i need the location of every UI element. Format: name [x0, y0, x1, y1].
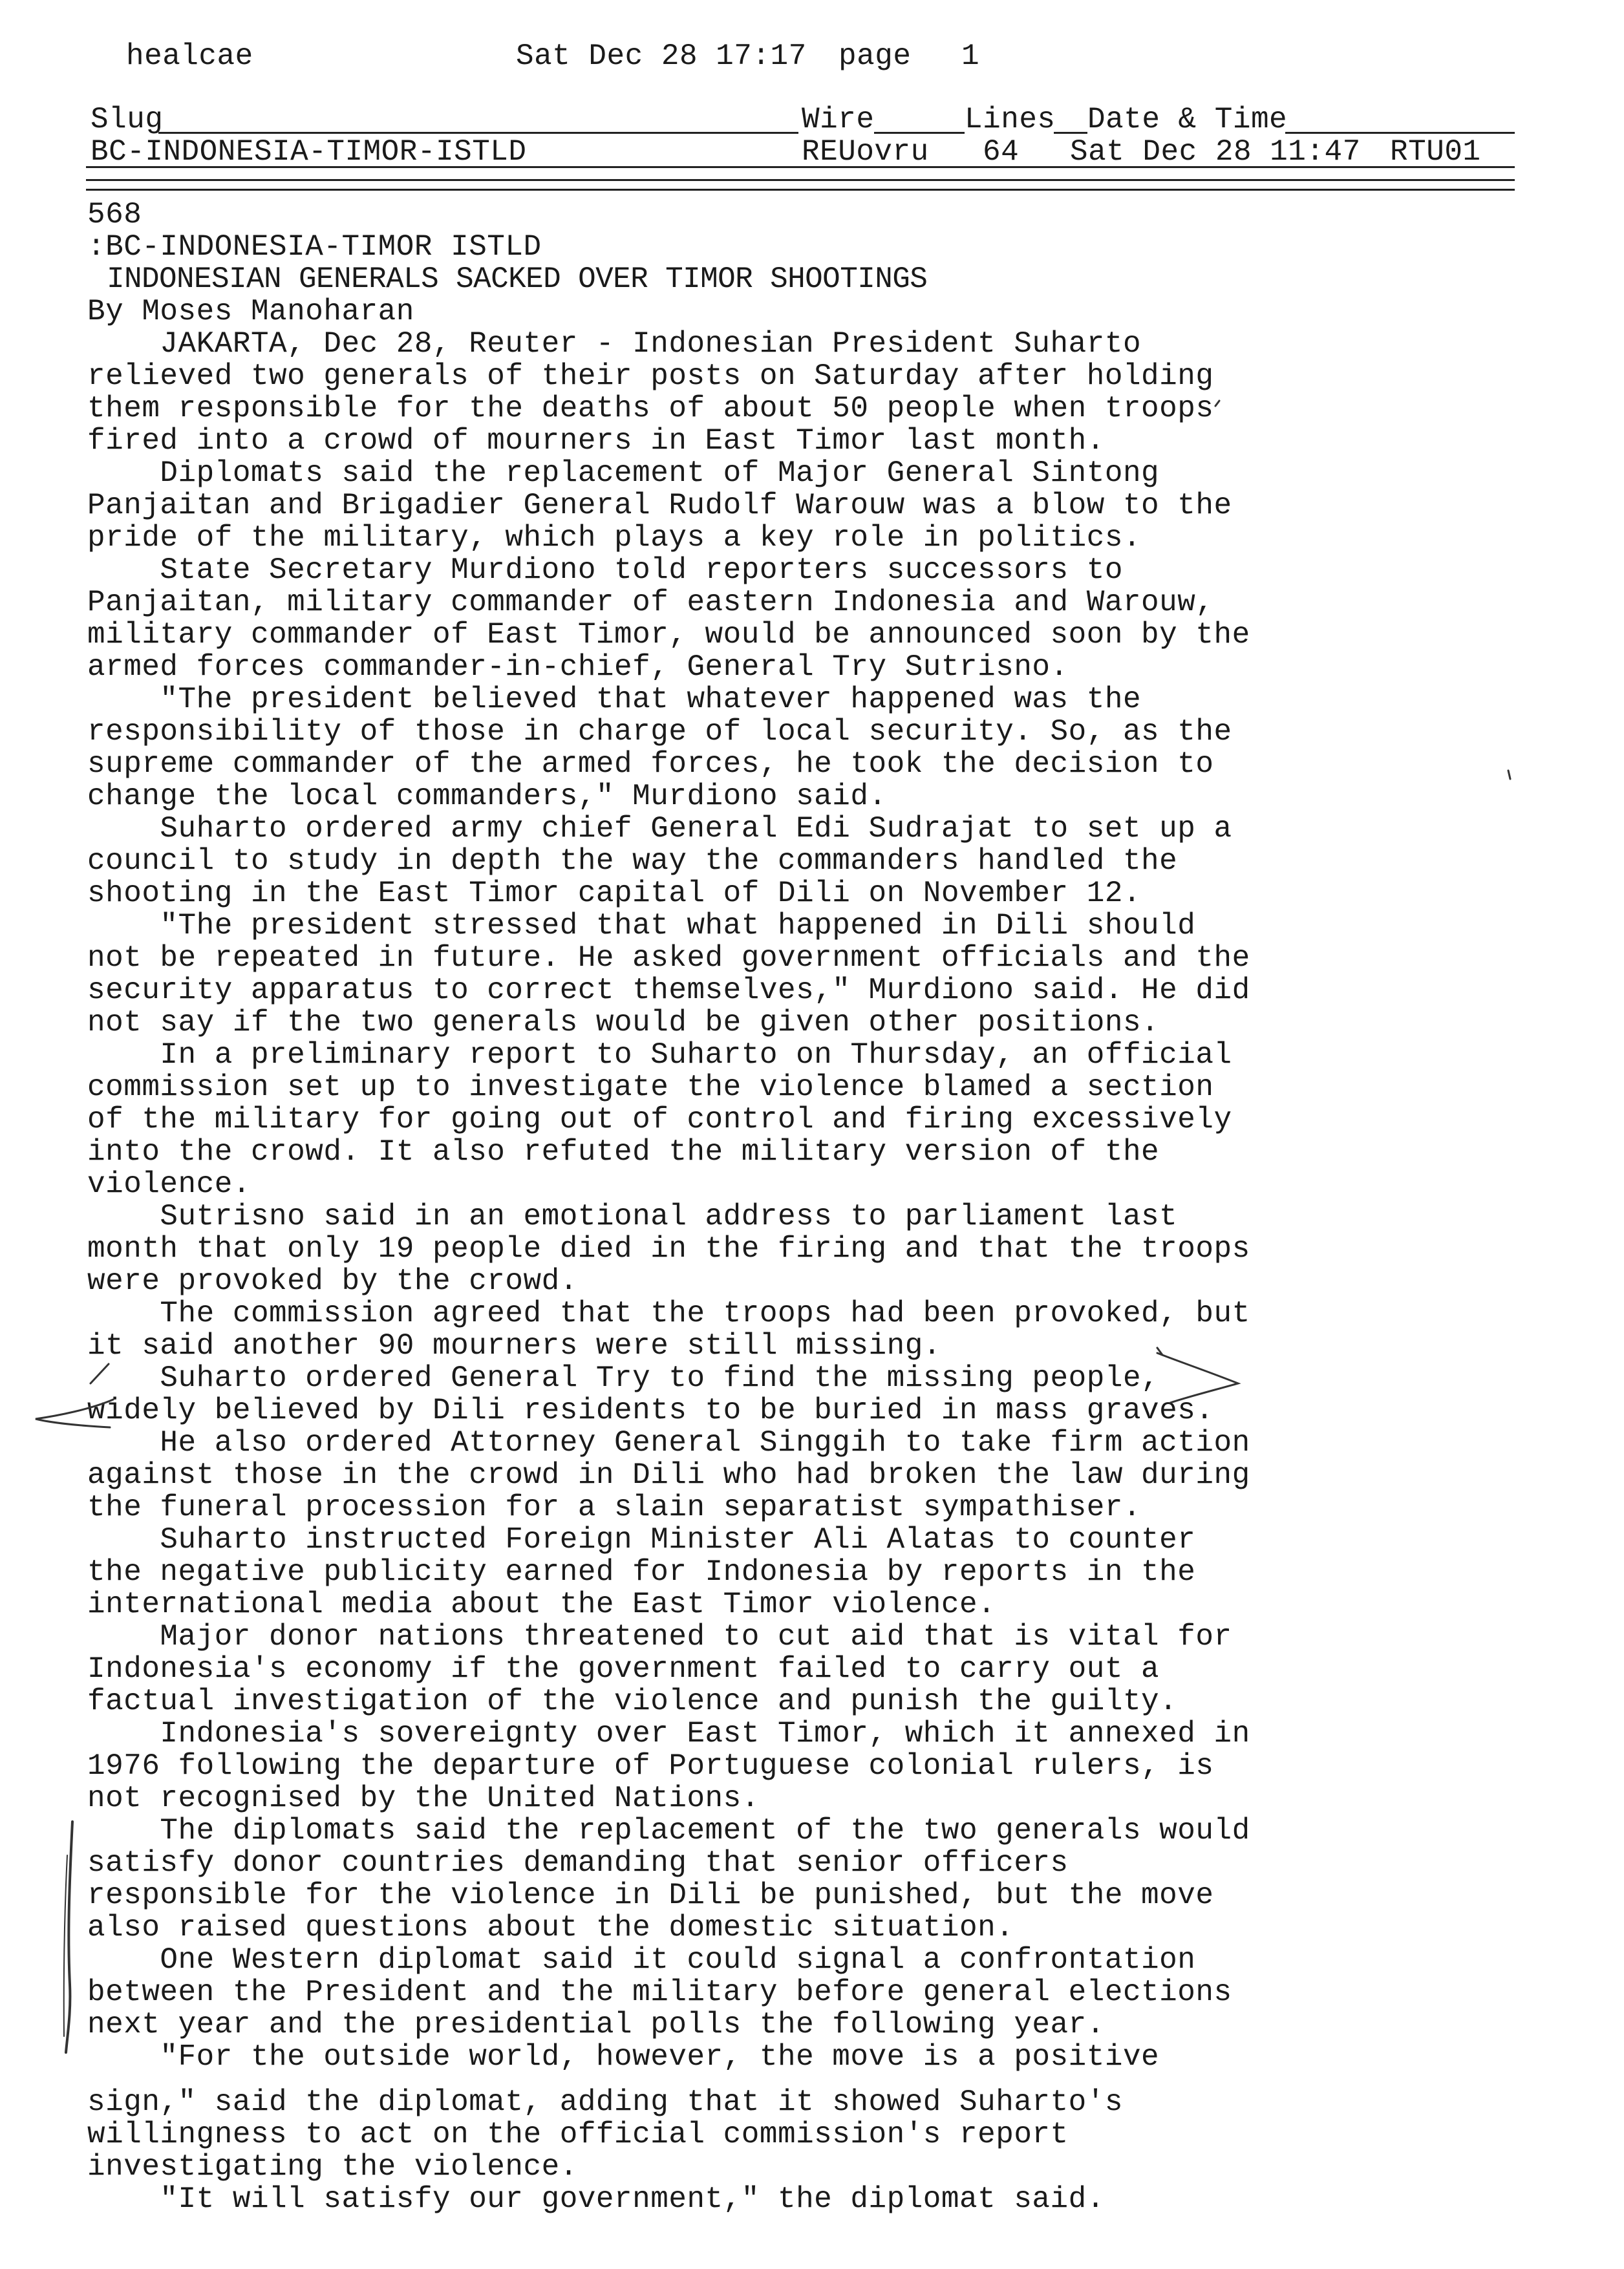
lines-heading: Lines — [965, 103, 1056, 136]
story-line: pride of the military, which plays a key role in politics. — [87, 521, 1142, 555]
story-line: satisfy donor countries demanding that senior officers — [87, 1846, 1069, 1880]
header-page-label: page — [839, 39, 912, 73]
story-line: next year and the presidential polls the following year. — [87, 2008, 1105, 2041]
wire-heading: Wire — [802, 103, 875, 136]
story-line: commission set up to investigate the violence blamed a section — [87, 1071, 1214, 1104]
story-line: change the local commanders," Murdiono said. — [87, 780, 887, 813]
separator-double-rule — [86, 179, 1515, 191]
story-line: month that only 19 people died in the firing and that the troops — [87, 1232, 1250, 1266]
story-line: not be repeated in future. He asked government officials and the — [87, 941, 1250, 975]
vertical-margin-line-shadow — [64, 1855, 67, 2036]
story-line: armed forces commander-in-chief, General Try Sutrisno. — [87, 650, 1069, 684]
story-line: In a preliminary report to Suharto on Thursday, an official — [87, 1038, 1232, 1072]
datetime-heading: Date & Time — [1087, 103, 1288, 136]
header-page-number: 1 — [961, 39, 980, 73]
story-line: not recognised by the United Nations. — [87, 1782, 760, 1815]
wire-value: REUovru — [802, 135, 929, 169]
datetime-underline — [1285, 132, 1515, 134]
story-line: relieved two generals of their posts on Saturday after holding — [87, 359, 1214, 393]
story-line: The commission agreed that the troops had been provoked, but — [87, 1297, 1250, 1330]
story-line: against those in the crowd in Dili who had broken the law during — [87, 1458, 1250, 1492]
story-line: the negative publicity earned for Indonesia by reports in the — [87, 1555, 1196, 1589]
story-line: JAKARTA, Dec 28, Reuter - Indonesian President Suharto — [87, 327, 1142, 361]
corner-tick-mark — [1215, 401, 1219, 406]
story-line: fired into a crowd of mourners in East Timor last month. — [87, 424, 1105, 458]
story-line: Indonesia's economy if the government failed to carry out a — [87, 1652, 1160, 1686]
edge-tick-mark — [1508, 771, 1510, 779]
story-line: sign," said the diplomat, adding that it showed Suharto's — [87, 2085, 1123, 2119]
story-line: State Secretary Murdiono told reporters successors to — [87, 553, 1123, 587]
story-line: security apparatus to correct themselves," Murdiono said. He did — [87, 974, 1250, 1007]
code-value: RTU01 — [1390, 135, 1481, 169]
headline: INDONESIAN GENERALS SACKED OVER TIMOR SHOOTINGS — [107, 262, 928, 296]
story-id: 568 — [87, 198, 142, 231]
slug-value: BC-INDONESIA-TIMOR-ISTLD — [91, 135, 527, 169]
vertical-margin-line — [66, 1822, 72, 2052]
story-line: "It will satisfy our government," the diplomat said. — [87, 2182, 1105, 2216]
story-line: Panjaitan, military commander of eastern Indonesia and Warouw, — [87, 586, 1214, 619]
story-line: 1976 following the departure of Portuguese colonial rulers, is — [87, 1749, 1214, 1783]
right-tick-mark — [1157, 1348, 1162, 1355]
story-line: it said another 90 mourners were still missing. — [87, 1329, 941, 1363]
story-line: Suharto ordered General Try to find the missing people, — [87, 1361, 1160, 1395]
story-line: willingness to act on the official commission's report — [87, 2118, 1069, 2151]
story-line: Sutrisno said in an emotional address to parliament last — [87, 1200, 1178, 1233]
lines-value: 64 — [983, 135, 1020, 169]
header-user: healcae — [126, 39, 253, 73]
story-line: responsibility of those in charge of local security. So, as the — [87, 715, 1232, 749]
story-line: between the President and the military before general elections — [87, 1976, 1232, 2009]
story-line: Indonesia's sovereignty over East Timor, which it annexed in — [87, 1717, 1250, 1751]
slug-table-bottom-rule — [86, 166, 1515, 168]
story-line: them responsible for the deaths of about 50 people when troops — [87, 392, 1214, 425]
header-datetime: Sat Dec 28 17:17 — [516, 39, 807, 73]
story-line: Suharto instructed Foreign Minister Ali Alatas to counter — [87, 1523, 1196, 1557]
story-line: One Western diplomat said it could signal a confrontation — [87, 1943, 1196, 1977]
slug-heading: Slug — [91, 103, 164, 136]
story-line: military commander of East Timor, would be announced soon by the — [87, 618, 1250, 652]
story-line: into the crowd. It also refuted the military version of the — [87, 1135, 1160, 1169]
story-line: Suharto ordered army chief General Edi Sudrajat to set up a — [87, 812, 1232, 846]
story-line: Diplomats said the replacement of Major General Sintong — [87, 456, 1160, 490]
story-line: investigating the violence. — [87, 2150, 578, 2184]
story-line: He also ordered Attorney General Singgih to take firm action — [87, 1426, 1250, 1460]
story-line: Panjaitan and Brigadier General Rudolf Warouw was a blow to the — [87, 489, 1232, 522]
story-line: The diplomats said the replacement of the two generals would — [87, 1814, 1250, 1848]
story-line: "The president believed that whatever happened was the — [87, 683, 1142, 716]
story-line: shooting in the East Timor capital of Dili on November 12. — [87, 877, 1142, 910]
story-line: Major donor nations threatened to cut aid that is vital for — [87, 1620, 1232, 1654]
story-line: were provoked by the crowd. — [87, 1264, 578, 1298]
story-line: widely believed by Dili residents to be buried in mass graves. — [87, 1394, 1214, 1427]
story-slug-line: :BC-INDONESIA-TIMOR ISTLD — [87, 230, 542, 264]
story-line: responsible for the violence in Dili be punished, but the move — [87, 1879, 1214, 1912]
story-line: council to study in depth the way the commanders handled the — [87, 844, 1178, 878]
story-line: international media about the East Timor violence. — [87, 1588, 996, 1621]
story-line: the funeral procession for a slain separatist sympathiser. — [87, 1491, 1142, 1524]
story-line: of the military for going out of control and firing excessively — [87, 1103, 1232, 1136]
story-line: factual investigation of the violence and punish the guilty. — [87, 1685, 1178, 1718]
lines-underline — [1054, 132, 1087, 134]
story-line: "The president stressed that what happened in Dili should — [87, 909, 1196, 943]
story-line: violence. — [87, 1167, 251, 1201]
datetime-value: Sat Dec 28 11:47 — [1070, 135, 1361, 169]
story-line: supreme commander of the armed forces, he took the decision to — [87, 747, 1214, 781]
story-line: "For the outside world, however, the move is a positive — [87, 2040, 1160, 2074]
wire-underline — [874, 132, 965, 134]
story-line: not say if the two generals would be given other positions. — [87, 1006, 1160, 1039]
story-line: also raised questions about the domestic situation. — [87, 1911, 1014, 1944]
byline: By Moses Manoharan — [87, 295, 414, 328]
slug-underline — [158, 132, 798, 134]
